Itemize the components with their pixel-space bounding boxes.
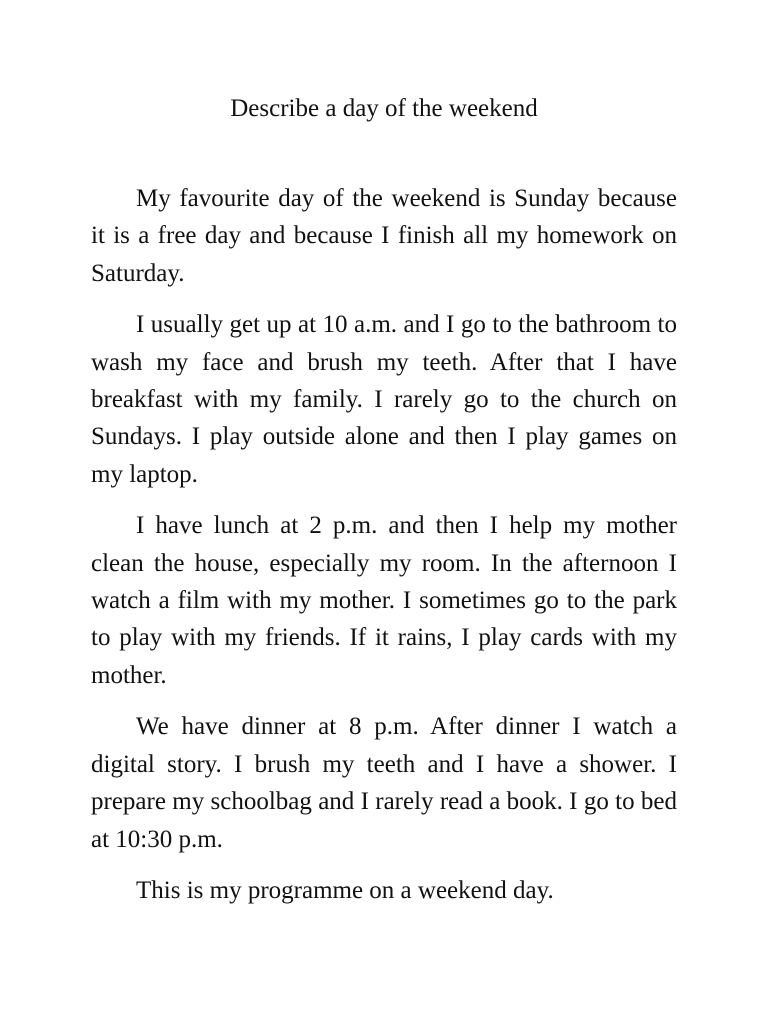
- paragraph-afternoon: I have lunch at 2 p.m. and then I help my mother clean the house, especially my room. In the afternoon I watch a film with my mother. I sometimes go to the park to play with my friends. If it rains, I play cards with my mother.: [91, 512, 677, 689]
- paragraph-conclusion: This is my programme on a weekend day.: [136, 876, 554, 904]
- paragraph-morning: I usually get up at 10 a.m. and I go to the bathroom to wash my face and brush my teeth. After that I have breakfast with my family. I rarely go to the church on Sundays. I play outside alone and then I play games on my laptop.: [91, 311, 677, 488]
- document-body: [91, 180, 677, 909]
- document-title: Describe a day of the weekend: [230, 95, 538, 122]
- paragraph-sunday-intro: My favourite day of the weekend is Sunday because it is a free day and because I finish all my homework on Saturday.: [91, 185, 677, 287]
- paragraph-evening: We have dinner at 8 p.m. After dinner I watch a digital story. I brush my teeth and I have a shower. I prepare my schoolbag and I rarely read a book. I go to bed at 10:30 p.m.: [91, 713, 677, 853]
